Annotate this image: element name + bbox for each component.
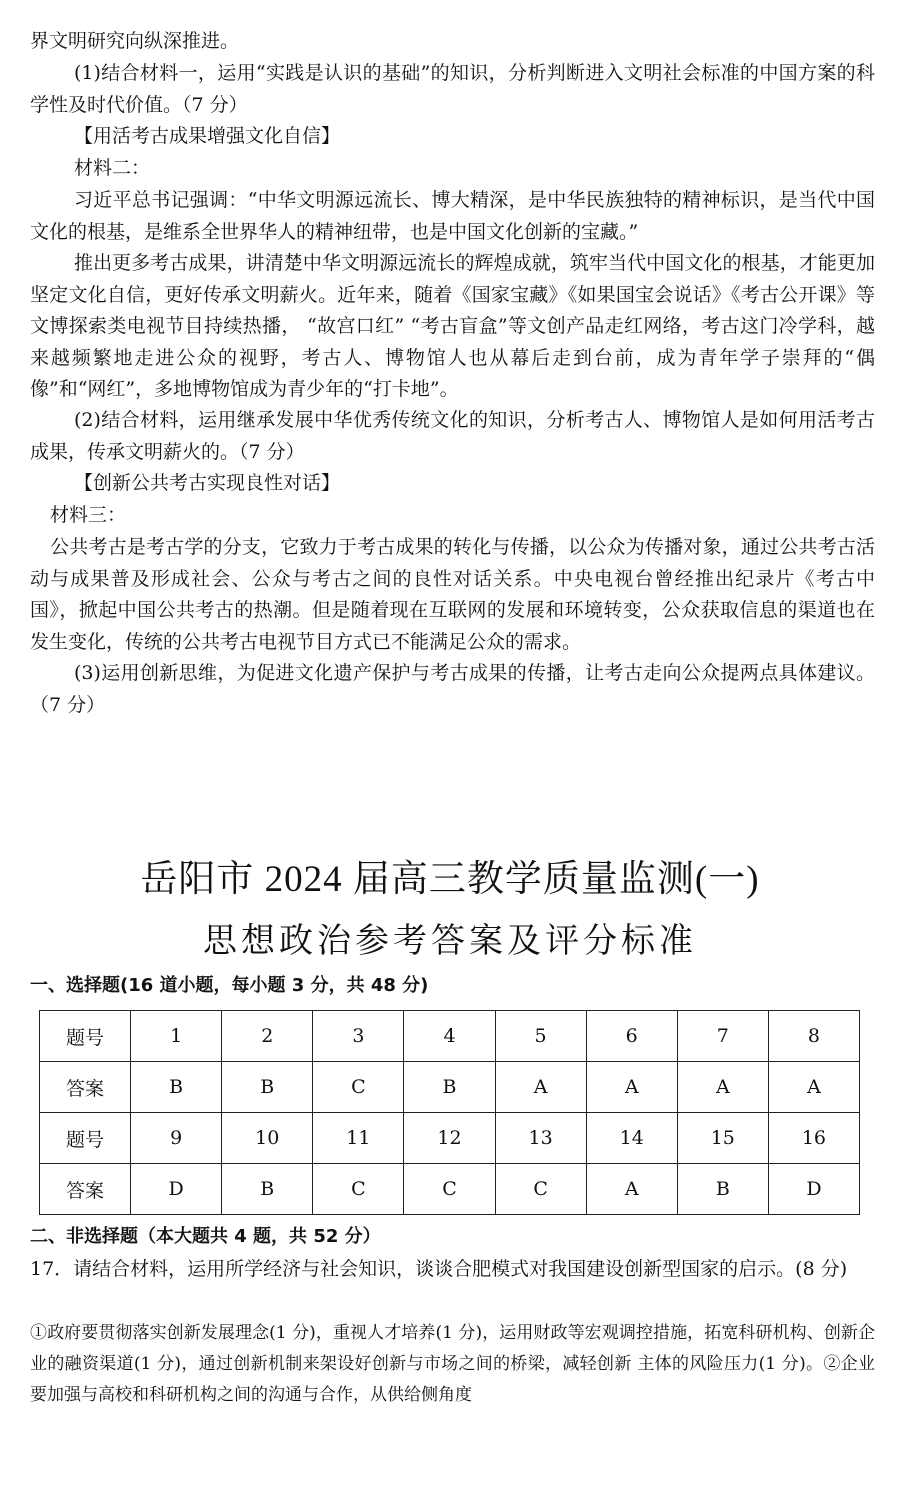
table-cell: 11 [313, 1113, 404, 1164]
question-2: (2)结合材料，运用继承发展中华优秀传统文化的知识，分析考古人、博物馆人是如何用活考古成果，传承文明薪火的。（7 分） [30, 409, 875, 463]
table-row [40, 1011, 860, 1062]
question-17-answer: ①政府要贯彻落实创新发展理念(1 分)，重视人才培养(1 分)，运用财政等宏观调控措施，拓宽科研机构、创新企业的融资渠道(1 分)，通过创新机制来架设好创新与市场之间的桥梁，减轻创新 主体的风险压力(1 分)。②企业要加强与高校和科研机构之间的沟通与合作，从供给侧角度 [30, 1323, 875, 1405]
question-17: 17．请结合材料，运用所学经济与社会知识，谈谈合肥模式对我国建设创新型国家的启示。(8 分) [30, 1258, 848, 1280]
table-row [40, 1164, 860, 1215]
table-cell: 10 [222, 1113, 313, 1164]
table-cell: C [313, 1062, 404, 1113]
material-continuation: 界文明研究向纵深推进。 [30, 30, 240, 52]
table-row [40, 1062, 860, 1113]
table-cell: 16 [768, 1113, 859, 1164]
table-cell: 6 [586, 1011, 677, 1062]
section-nonchoice-heading: 二、非选择题（本大题共 4 题，共 52 分） [30, 1226, 381, 1247]
table-cell: 14 [586, 1113, 677, 1164]
table-cell: 答案 [40, 1062, 131, 1113]
table-cell: B [677, 1164, 768, 1215]
heading-material-3: 【创新公共考古实现良性对话】 [74, 472, 341, 494]
label-material-2: 材料二： [74, 157, 151, 179]
table-cell: 题号 [40, 1011, 131, 1062]
table-row [40, 1113, 860, 1164]
table-cell: B [404, 1062, 495, 1113]
table-cell: 15 [677, 1113, 768, 1164]
answer-key-subtitle: 思想政治参考答案及评分标准 [203, 921, 697, 961]
table-cell: B [222, 1062, 313, 1113]
table-cell: 4 [404, 1011, 495, 1062]
table-cell: 9 [131, 1113, 222, 1164]
table-cell: C [495, 1164, 586, 1215]
table-cell: B [222, 1164, 313, 1215]
table-cell: C [313, 1164, 404, 1215]
table-cell: B [131, 1062, 222, 1113]
section-choice-heading: 一、选择题(16 道小题，每小题 3 分，共 48 分) [30, 975, 429, 996]
table-cell: 12 [404, 1113, 495, 1164]
material-2-quote: 习近平总书记强调：“中华文明源远流长、博大精深，是中华民族独特的精神标识，是当代中国文化的根基，是维系全世界华人的精神纽带，也是中国文化创新的宝藏。” [30, 189, 875, 243]
table-cell: A [586, 1062, 677, 1113]
table-cell: D [131, 1164, 222, 1215]
answer-table [39, 1010, 860, 1215]
table-cell: A [677, 1062, 768, 1113]
material-2-body: 推出更多考古成果，讲清楚中华文明源远流长的辉煌成就，筑牢当代中国文化的根基，才能更加坚定文化自信，更好传承文明薪火。近年来，随着《国家宝藏》《如果国宝会说话》《考古公开课》等文博探索类电视节目持续热播， “故宫口红” “考古盲盒”等文创产品走红网络，考古这门冷学科，越来越频繁地走进公众的视野，考古人、博物馆人也从幕后走到台前，成为青年学子崇拜的“偶像”和“网红”，多地博物馆成为青少年的“打卡地”。 [30, 252, 875, 400]
heading-material-2: 【用活考古成果增强文化自信】 [74, 125, 341, 147]
table-cell: 题号 [40, 1113, 131, 1164]
question-1: (1)结合材料一，运用“实践是认识的基础”的知识，分析判断进入文明社会标准的中国方案的科学性及时代价值。（7 分） [30, 62, 875, 116]
table-cell: A [768, 1062, 859, 1113]
material-3-body: 公共考古是考古学的分支，它致力于考古成果的转化与传播，以公众为传播对象，通过公共考古活动与成果普及形成社会、公众与考古之间的良性对话关系。中央电视台曾经推出纪录片《考古中国》，掀起中国公共考古的热潮。但是随着现在互联网的发展和环境转变，公众获取信息的渠道也在发生变化，传统的公共考古电视节目方式已不能满足公众的需求。 [30, 536, 875, 653]
answer-key-title: 岳阳市 2024 届高三教学质量监测(一) [140, 859, 760, 900]
table-cell: C [404, 1164, 495, 1215]
table-cell: 答案 [40, 1164, 131, 1215]
table-cell: 5 [495, 1011, 586, 1062]
table-cell: 13 [495, 1113, 586, 1164]
table-cell: 8 [768, 1011, 859, 1062]
table-cell: D [768, 1164, 859, 1215]
table-cell: 7 [677, 1011, 768, 1062]
table-cell: A [495, 1062, 586, 1113]
table-cell: 2 [222, 1011, 313, 1062]
table-cell: 1 [131, 1011, 222, 1062]
table-cell: 3 [313, 1011, 404, 1062]
table-cell: A [586, 1164, 677, 1215]
label-material-3: 材料三： [50, 504, 127, 526]
question-3: (3)运用创新思维，为促进文化遗产保护与考古成果的传播，让考古走向公众提两点具体建议。（7 分） [30, 662, 875, 716]
